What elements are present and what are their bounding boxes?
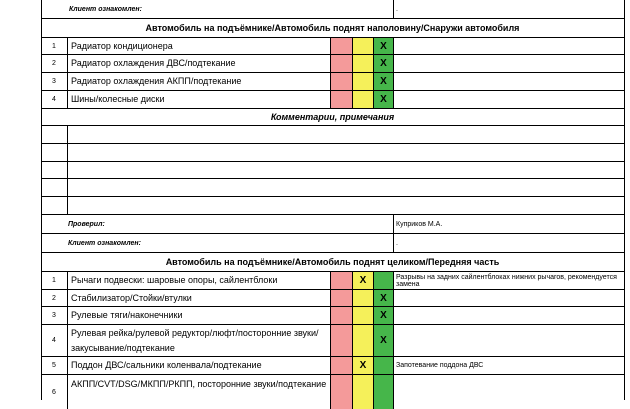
row-comment	[394, 55, 624, 72]
row-name: Радиатор кондиционера	[68, 38, 331, 54]
client-ack-value: .	[396, 5, 398, 13]
mark-yellow-cell[interactable]	[353, 375, 374, 409]
mark-red-cell[interactable]	[331, 290, 353, 306]
row-name: Стабилизатор/Стойки/втулки	[68, 290, 331, 306]
comments-title: Комментарии, примечания	[41, 109, 624, 126]
client-ack-row-top	[41, 0, 624, 19]
mark-yellow-cell[interactable]	[353, 73, 374, 90]
mark-green-cell[interactable]: X	[374, 55, 394, 72]
row-name: Радиатор охлаждения АКПП/подтекание	[68, 73, 331, 90]
table-row	[41, 307, 624, 325]
mark-red-cell[interactable]	[331, 272, 353, 289]
mark-green-cell[interactable]	[374, 357, 394, 374]
row-number: 4	[41, 325, 68, 356]
comment-blank-row[interactable]	[41, 179, 624, 197]
row-name: Рулевые тяги/наконечники	[68, 307, 331, 324]
mark-green-cell[interactable]: X	[374, 73, 394, 90]
row-number: 5	[41, 357, 68, 374]
table-row	[41, 55, 624, 73]
client-ack-label: Клиент ознакомлен:	[41, 0, 394, 18]
mark-red-cell[interactable]	[331, 375, 353, 409]
client-ack-row	[41, 234, 624, 253]
comment-blank-row[interactable]	[41, 144, 624, 162]
mark-yellow-cell[interactable]	[353, 55, 374, 72]
comment-blank-num	[41, 126, 68, 143]
mark-red-cell[interactable]	[331, 307, 353, 324]
mark-yellow-cell[interactable]	[353, 307, 374, 324]
row-name: Поддон ДВС/сальники коленвала/подтекание	[68, 357, 331, 374]
mark-green-cell[interactable]	[374, 272, 394, 289]
row-number: 3	[41, 307, 68, 324]
row-comment: Разрывы на задних сайлентблоках нижних рычагов, рекомендуется замена	[396, 273, 617, 288]
mark-red-cell[interactable]	[331, 55, 353, 72]
row-number: 2	[41, 55, 68, 72]
row-comment	[394, 73, 624, 90]
row-name: Рычаги подвески: шаровые опоры, сайлентблоки	[68, 272, 331, 289]
client-ack-label: Клиент ознакомлен:	[41, 234, 394, 252]
checked-by-label: Проверил:	[41, 215, 394, 233]
mark-green-cell[interactable]: X	[374, 38, 394, 54]
table-row	[41, 290, 624, 307]
mark-yellow-cell[interactable]	[353, 325, 374, 356]
mark-yellow-cell[interactable]	[353, 290, 374, 306]
row-comment	[394, 325, 624, 356]
row-number: 1	[41, 38, 68, 54]
table-row	[41, 325, 624, 357]
row-name: Шины/колесные диски	[68, 91, 331, 108]
row-comment	[394, 375, 624, 409]
mark-red-cell[interactable]	[331, 38, 353, 54]
mark-green-cell[interactable]: X	[374, 325, 394, 356]
row-comment: Запотевание поддона ДВС	[396, 362, 484, 369]
comment-blank-row[interactable]	[41, 162, 624, 179]
table-row	[41, 73, 624, 91]
checked-by-value: Куприков М.А.	[396, 220, 443, 228]
comment-blank-num	[41, 162, 68, 178]
mark-green-cell[interactable]: X	[374, 290, 394, 306]
row-comment	[394, 290, 624, 306]
row-comment	[394, 91, 624, 108]
section-title-half-lift: Автомобиль на подъёмнике/Автомобиль поднят наполовину/Снаружи автомобиля	[41, 19, 624, 38]
row-number: 2	[41, 290, 68, 306]
mark-green-cell[interactable]: X	[374, 307, 394, 324]
section-title-full-lift-front: Автомобиль на подъёмнике/Автомобиль поднят целиком/Передняя часть	[41, 253, 624, 272]
mark-red-cell[interactable]	[331, 73, 353, 90]
mark-yellow-cell[interactable]	[353, 91, 374, 108]
table-row	[41, 272, 624, 290]
checked-by-row	[41, 215, 624, 234]
row-number: 4	[41, 91, 68, 108]
row-comment	[394, 38, 624, 54]
table-row	[41, 375, 624, 409]
table-row	[41, 357, 624, 375]
mark-green-cell[interactable]: X	[374, 91, 394, 108]
row-number: 1	[41, 272, 68, 289]
row-name: Рулевая рейка/рулевой редуктор/люфт/посторонние звуки/закусывание/подтекание	[68, 325, 331, 356]
mark-yellow-cell[interactable]	[353, 38, 374, 54]
comment-blank-row[interactable]	[41, 126, 624, 144]
mark-yellow-cell[interactable]: X	[353, 357, 374, 374]
comment-blank-num	[41, 144, 68, 161]
frame-right-line	[624, 0, 625, 400]
mark-green-cell[interactable]	[374, 375, 394, 409]
comment-blank-num	[41, 197, 68, 214]
table-row	[41, 38, 624, 55]
row-comment	[394, 307, 624, 324]
mark-red-cell[interactable]	[331, 325, 353, 356]
client-ack-value: .	[396, 239, 398, 247]
mark-yellow-cell[interactable]: X	[353, 272, 374, 289]
row-name: АКПП/CVT/DSG/МКПП/РКПП, посторонние звуки/подтекание	[68, 375, 331, 409]
table-row	[41, 91, 624, 109]
row-number: 6	[41, 375, 68, 409]
row-number: 3	[41, 73, 68, 90]
comment-blank-row[interactable]	[41, 197, 624, 215]
comment-blank-num	[41, 179, 68, 196]
mark-red-cell[interactable]	[331, 357, 353, 374]
row-name: Радиатор охлаждения ДВС/подтекание	[68, 55, 331, 72]
mark-red-cell[interactable]	[331, 91, 353, 108]
